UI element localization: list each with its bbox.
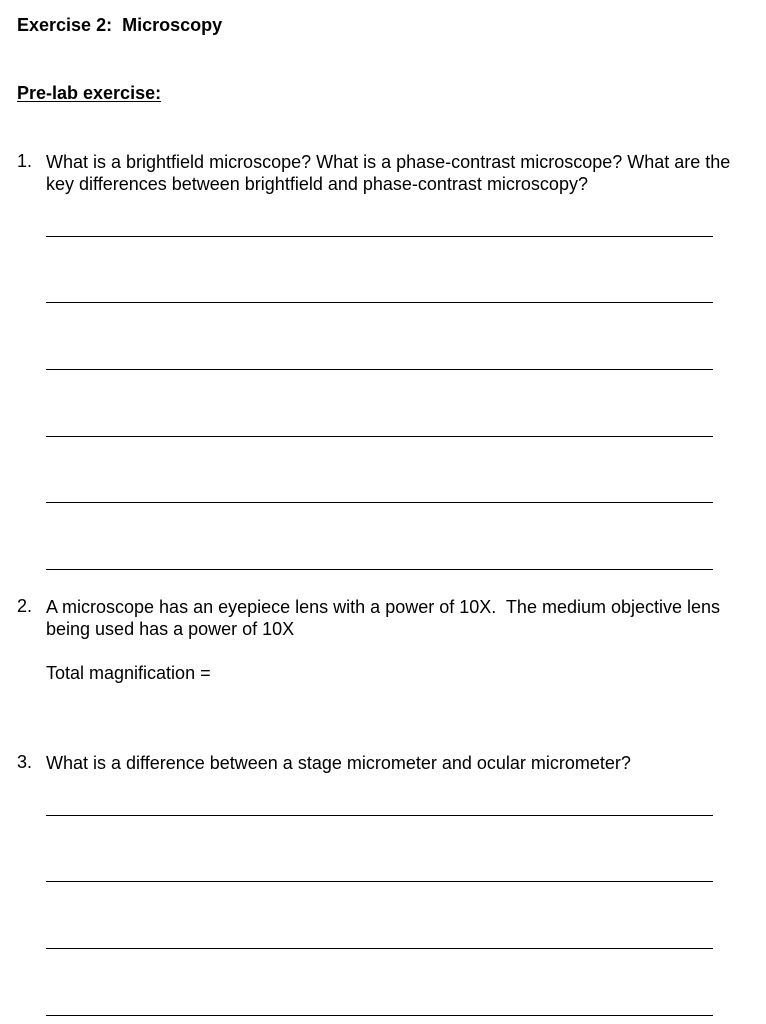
- answer-line[interactable]: [46, 236, 713, 237]
- answer-line[interactable]: [46, 436, 713, 437]
- answer-line[interactable]: [46, 569, 713, 570]
- section-heading: Pre-lab exercise:: [17, 83, 162, 103]
- question-3-number: 3.: [17, 752, 33, 772]
- question-2-text: A microscope has an eyepiece lens with a power of 10X. The medium objective lens being used has a power of 10X: [46, 597, 726, 639]
- question-2-number: 2.: [17, 596, 33, 616]
- answer-line[interactable]: [46, 815, 713, 816]
- answer-line[interactable]: [46, 948, 713, 949]
- answer-line[interactable]: [46, 1015, 713, 1016]
- answer-line[interactable]: [46, 369, 713, 370]
- question-1-text: What is a brightfield microscope? What is a phase-contrast microscope? What are the key differences between brightfield and phase-contrast microscopy?: [46, 152, 736, 194]
- total-magnification-label: Total magnification =: [46, 663, 211, 683]
- question-3-text: What is a difference between a stage micrometer and ocular micrometer?: [46, 753, 631, 773]
- answer-line[interactable]: [46, 881, 713, 882]
- question-1-number: 1.: [17, 151, 33, 171]
- answer-line[interactable]: [46, 302, 713, 303]
- answer-line[interactable]: [46, 502, 713, 503]
- exercise-title: Exercise 2: Microscopy: [17, 15, 223, 35]
